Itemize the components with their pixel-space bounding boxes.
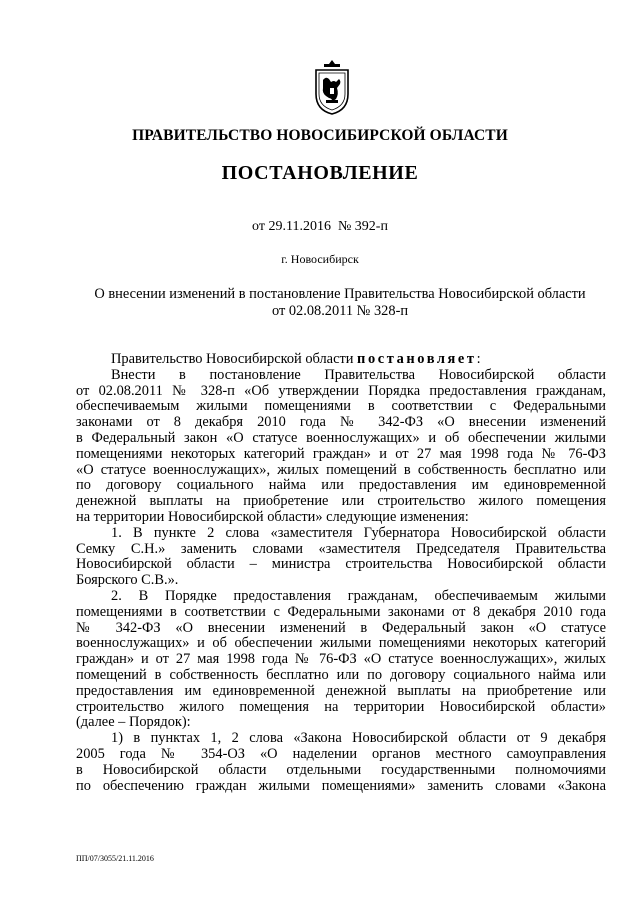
body-line: Новосибирской области – министра строительства Новосибирской области <box>76 556 606 573</box>
body-line: предоставления им единовременной денежной выплаты на приобретение или <box>76 682 606 699</box>
subject-line-2: от 02.08.2011 № 328-п <box>271 303 409 319</box>
body-line: на территории Новосибирской области» следующие изменения: <box>76 508 469 525</box>
body-line: Семку С.Н.» заменить словами «заместителя Председателя Правительства <box>76 540 606 557</box>
body-line: помещений в собственность бесплатно или по договору социального найма или <box>76 666 606 683</box>
intro-prefix: Правительство Новосибирской области <box>111 351 358 367</box>
body-line: от 02.08.2011 № 328-п «Об утверждении Порядка предоставления гражданам, <box>76 382 606 399</box>
body-line: строительство жилого помещения на территории Новосибирской области» <box>76 698 606 715</box>
body-line: Внести в постановление Правительства Новосибирской области <box>111 366 606 383</box>
body-line: военнослужащих» и об обеспечении жилыми помещениями некоторых категорий <box>76 635 606 652</box>
body-line: граждан» и от 27 мая 1998 года № 76-ФЗ «О статусе военнослужащих», жилых <box>76 651 606 668</box>
body-line: денежной выплаты на приобретение или строительство жилого помещения <box>76 493 606 510</box>
novosibirsk-coat-of-arms-icon <box>312 58 352 116</box>
body-line: (далее – Порядок): <box>76 714 191 731</box>
body-line: 1. В пункте 2 слова «заместителя Губернатора Новосибирской области <box>111 524 606 541</box>
body-line: 2. В Порядке предоставления гражданам, обеспечиваемым жилыми <box>111 587 606 604</box>
body-line: помещениями в соответствии с Федеральными законами от 8 декабря 2010 года <box>76 603 606 620</box>
body-line: 1) в пунктах 1, 2 слова «Закона Новосибирской области от 9 декабря <box>111 730 606 747</box>
resolution-intro <box>76 352 606 368</box>
body-line: в Федеральный закон «О статусе военнослужащих» и об обеспечении жилыми <box>76 429 606 446</box>
body-line: № 342-ФЗ «О внесении изменений в Федеральный закон «О статусе <box>76 619 606 636</box>
decree-body <box>76 352 606 794</box>
body-line: Боярского С.В.». <box>76 572 179 589</box>
date-and-number: от 29.11.2016 № 392-п <box>252 219 388 234</box>
city-label: г. Новосибирск <box>281 252 359 266</box>
body-line: обеспечиваемым жилыми помещениями в соответствии с Федеральными <box>76 398 606 415</box>
document-code: ПП/07/3055/21.11.2016 <box>76 854 154 863</box>
intro-suffix: : <box>476 351 481 367</box>
government-title: ПРАВИТЕЛЬСТВО НОВОСИБИРСКОЙ ОБЛАСТИ <box>132 127 508 144</box>
subject-line-1: О внесении изменений в постановление Правительства Новосибирской области <box>94 286 586 302</box>
body-line: в Новосибирской области отдельными государственными полномочиями <box>76 761 606 778</box>
decree-subject <box>76 286 604 320</box>
body-line: 2005 года № 354-ОЗ «О наделении органов местного самоуправления <box>76 745 606 762</box>
intro-verb: постановляет <box>357 351 477 367</box>
document-type-title: ПОСТАНОВЛЕНИЕ <box>221 162 419 184</box>
body-line: по обеспечению граждан жилыми помещениями» заменить словами «Закона <box>76 777 606 794</box>
body-line: помещениями некоторых категорий граждан» и от 27 мая 1998 года № 76-ФЗ <box>76 445 606 462</box>
body-line: «О статусе военнослужащих», жилых помещений в собственность бесплатно или <box>76 461 606 478</box>
body-line: по договору социального найма или предоставления им единовременной <box>76 477 606 494</box>
body-line: законами от 8 декабря 2010 года № 342-ФЗ «О внесении изменений <box>76 414 606 431</box>
